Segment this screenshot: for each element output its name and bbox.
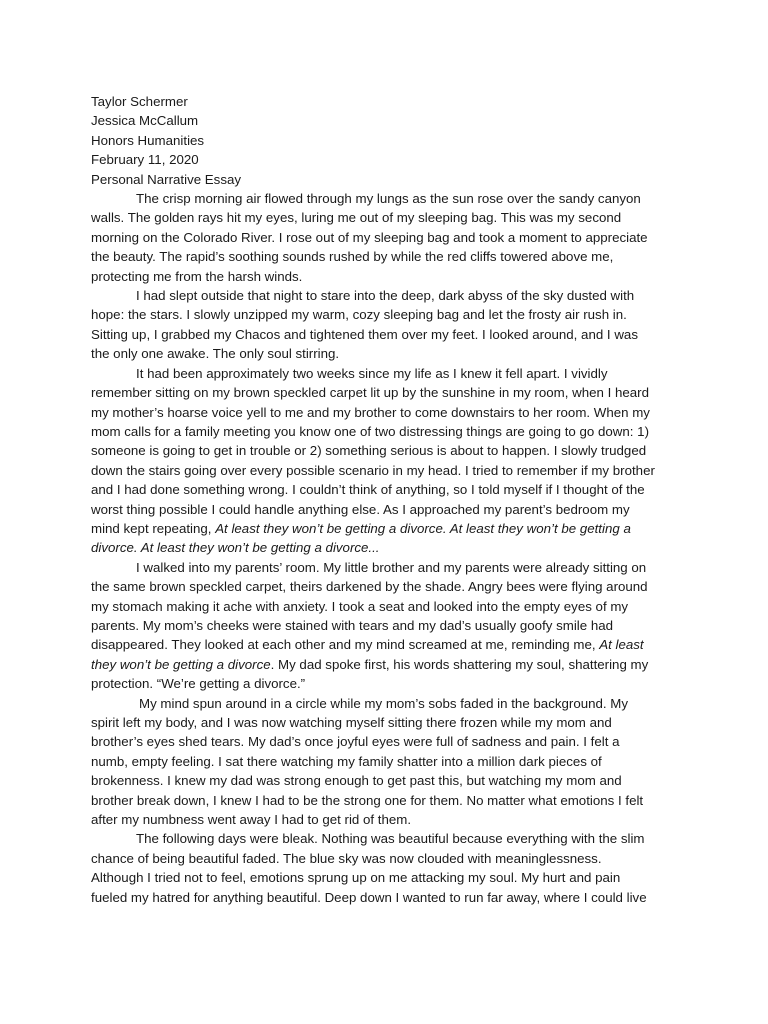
essay-title: Personal Narrative Essay xyxy=(91,171,242,187)
italic-text: At least xyxy=(599,637,644,653)
paragraph-line: protecting me from the harsh winds. xyxy=(91,268,303,284)
paragraph-line: hope: the stars. I slowly unzipped my warm, cozy sleeping bag and let the frosty air rush in. xyxy=(91,307,627,323)
course-name: Honors Humanities xyxy=(91,132,205,148)
paragraph-line: remember sitting on my brown speckled carpet lit up by the sunshine in my room, when I heard xyxy=(91,385,649,401)
paragraph-line: protection. “We’re getting a divorce.” xyxy=(91,676,306,692)
paragraph-line xyxy=(91,655,691,674)
paragraph-line: after my numbness went away I had to get rid of them. xyxy=(91,812,412,828)
paragraph-line: numb, empty feeling. I sat there watching my family shatter into a million dark pieces of xyxy=(91,753,602,769)
paragraph-line: brother’s eyes shed tears. My dad’s once joyful eyes were full of sadness and pain. I felt a xyxy=(91,734,620,750)
paragraph-3 xyxy=(91,364,691,558)
essay-page xyxy=(91,92,691,907)
paragraph-line: someone is going to get in trouble or 2) something serious is about to happen. I slowly trudged xyxy=(91,443,647,459)
paragraph-line: brokenness. I knew my dad was strong enough to get past this, but watching my mom and xyxy=(91,773,622,789)
paragraph-line: the same brown speckled carpet, theirs darkened by the shade. Angry bees were flying around xyxy=(91,579,648,595)
paragraph-line: divorce. At least they won’t be getting a divorce... xyxy=(91,540,380,556)
essay-date: February 11, 2020 xyxy=(91,152,199,168)
paragraph-line: Sitting up, I grabbed my Chacos and tightened them over my feet. I looked around, and I was xyxy=(91,326,638,342)
paragraph-line: morning on the Colorado River. I rose out of my sleeping bag and took a moment to appreciate xyxy=(91,229,648,245)
line-text: . My dad spoke first, his words shattering my soul, shattering my xyxy=(270,656,649,672)
paragraph-line: down the stairs going over every possible scenario in my head. I tried to remember if my brother xyxy=(91,462,655,478)
paragraph-line: It had been approximately two weeks since my life as I knew it fell apart. I vividly xyxy=(136,365,608,381)
paragraph-line xyxy=(91,635,691,654)
essay-header xyxy=(91,92,691,189)
paragraph-line: the only one awake. The only soul stirring. xyxy=(91,346,340,362)
paragraph-line: the beauty. The rapid’s soothing sounds rushed by while the red cliffs towered above me, xyxy=(91,249,614,265)
paragraph-4 xyxy=(91,558,691,694)
paragraph-6 xyxy=(91,829,691,907)
paragraph-line xyxy=(91,519,691,538)
paragraph-line: spirit left my body, and I was now watching myself sitting there frozen while my mom and xyxy=(91,715,612,730)
paragraph-line: The following days were bleak. Nothing was beautiful because everything with the slim xyxy=(136,831,645,847)
paragraph-line: and I had done something wrong. I couldn’t think of anything, so I told myself if I thought of the xyxy=(91,482,645,498)
paragraph-line: The crisp morning air flowed through my lungs as the sun rose over the sandy canyon xyxy=(136,191,641,207)
line-text: disappeared. They looked at each other and my mind screamed at me, reminding me, xyxy=(91,637,600,653)
paragraph-line: chance of being beautiful faded. The blue sky was now clouded with meaninglessness. xyxy=(91,850,602,866)
paragraph-line: worst thing possible I could handle anything else. As I approached my parent’s bedroom my xyxy=(91,501,630,517)
paragraph-line: my stomach making it ache with anxiety. I took a seat and looked into the empty eyes of my xyxy=(91,598,629,614)
paragraph-line: mom calls for a family meeting you know one of two distressing things are going to go down: 1) xyxy=(91,423,650,439)
italic-text: At least they won’t be getting a divorce. At least they won’t be getting a xyxy=(215,520,631,536)
paragraph-line: I walked into my parents’ room. My little brother and my parents were already sitting on xyxy=(136,559,647,575)
paragraph-line: I had slept outside that night to stare into the deep, dark abyss of the sky dusted with xyxy=(136,288,635,304)
paragraph-2 xyxy=(91,286,691,364)
paragraph-line: my mother’s hoarse voice yell to me and my brother to come downstairs to her room. When my xyxy=(91,404,650,420)
paragraph-line: fueled my hatred for anything beautiful. Deep down I wanted to run far away, where I could live xyxy=(91,889,647,905)
paragraph-1 xyxy=(91,189,691,286)
teacher-name: Jessica McCallum xyxy=(91,113,199,129)
paragraph-line: My mind spun around in a circle while my mom’s sobs faded in the background. My xyxy=(139,695,629,711)
paragraph-line: brother break down, I knew I had to be the strong one for them. No matter what emotions I felt xyxy=(91,792,644,808)
italic-text: they won’t be getting a divorce xyxy=(91,656,271,672)
paragraph-line: walls. The golden rays hit my eyes, luring me out of my sleeping bag. This was my second xyxy=(91,210,622,226)
author-name: Taylor Schermer xyxy=(91,94,188,109)
line-text: mind kept repeating, xyxy=(91,520,216,536)
paragraph-line: parents. My mom’s cheeks were stained with tears and my dad’s usually goofy smile had xyxy=(91,617,614,633)
paragraph-line: Although I tried not to feel, emotions sprung up on me attacking my soul. My hurt and pain xyxy=(91,870,621,886)
paragraph-5 xyxy=(91,694,691,830)
